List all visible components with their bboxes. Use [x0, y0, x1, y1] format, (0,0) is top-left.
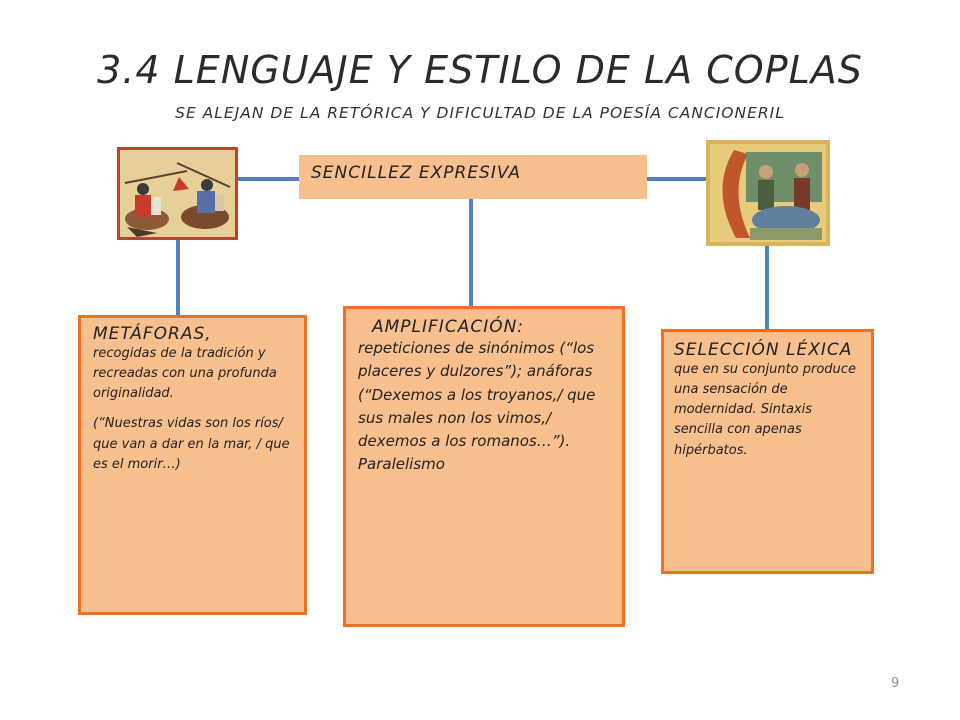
card-seleccion-lexica [661, 329, 874, 574]
slide-subtitle: SE ALEJAN DE LA RETÓRICA Y DIFICULTAD DE LA POESÍA CANCIONERIL [175, 104, 785, 122]
slide-title: 3.4 LENGUAJE Y ESTILO DE LA COPLAS [97, 48, 863, 92]
connector-right-vertical [765, 246, 769, 329]
card-metaforas-heading: METÁFORAS, [93, 324, 212, 344]
card-metaforas-text: recogidas de la tradición y recreadas con una profunda originalidad. [93, 346, 277, 402]
card-amplificacion-heading: AMPLIFICACIÓN: [372, 317, 525, 337]
connector-center-vertical [469, 199, 473, 306]
center-concept-box: SENCILLEZ EXPRESIVA [299, 155, 647, 199]
medieval-battle-illumination-icon [117, 147, 238, 240]
connector-left-horizontal [238, 177, 299, 181]
card-seleccion-heading: SELECCIÓN LÉXICA [674, 340, 853, 360]
card-seleccion-text: que en su conjunto produce una sensación de modernidad. Sintaxis sencilla con apenas hipérbatos. [674, 362, 856, 458]
illuminated-initial-icon [706, 140, 830, 246]
page-number: 9 [891, 676, 900, 691]
card-metaforas-example: (“Nuestras vidas son los ríos/ que van a dar en la mar, / que es el morir…) [93, 416, 290, 472]
card-amplificacion [343, 306, 625, 627]
card-metaforas [78, 315, 307, 615]
connector-right-horizontal [647, 177, 706, 181]
connector-left-vertical [176, 240, 180, 315]
card-amplificacion-text: repeticiones de sinónimos (“los placeres y dulzores”); anáforas (“Dexemos a los troyanos,/ que sus males non los vimos,/ dexemos a los romanos…”). Paralelismo [358, 339, 596, 474]
